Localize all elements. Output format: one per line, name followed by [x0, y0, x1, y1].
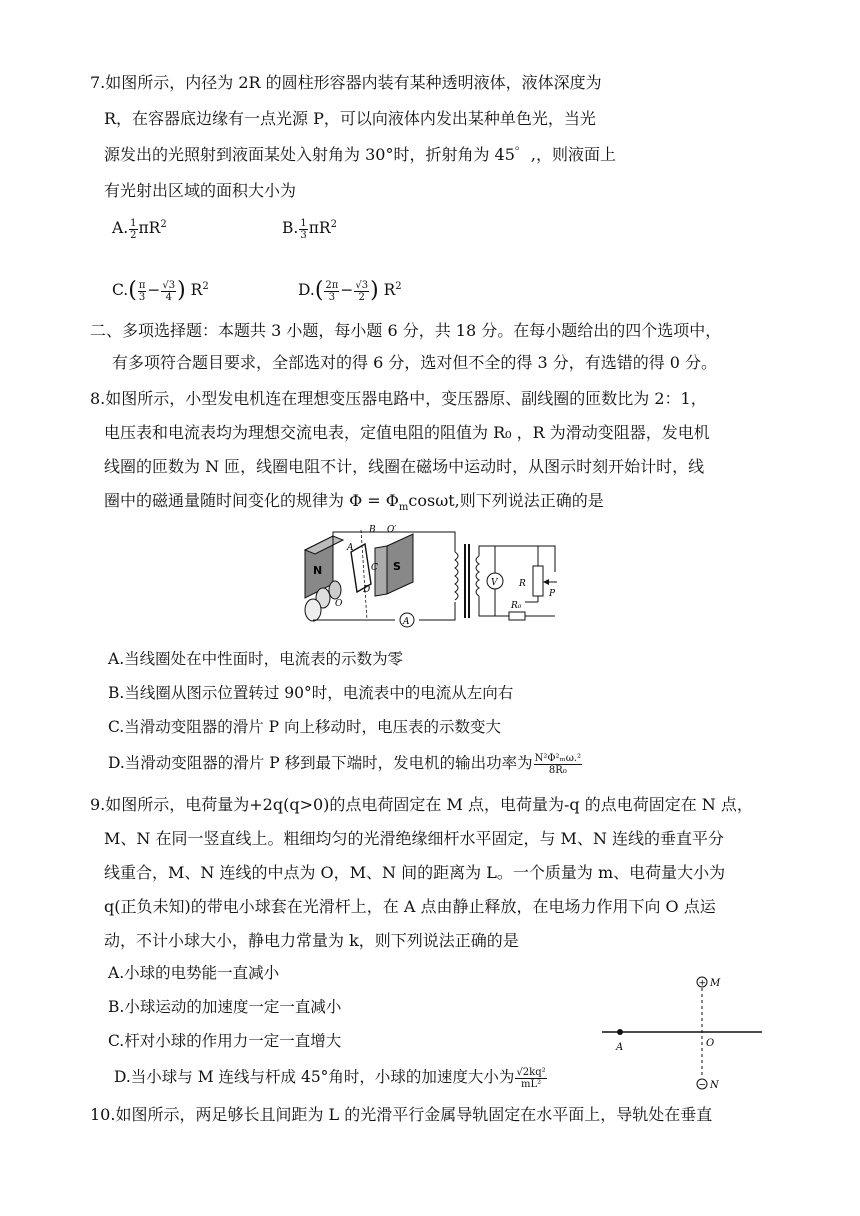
denominator: mL² — [520, 1078, 542, 1090]
paren-open: ( — [128, 278, 137, 304]
denominator: 3 — [138, 291, 146, 303]
option-text: D.当小球与 M 连线与杆成 45°角时，小球的加速度大小为 — [114, 1068, 515, 1086]
coil-label-a: A — [347, 543, 354, 553]
stem-text: cosωt,则下列说法正确的是 — [408, 491, 604, 510]
q8-option-b: B.当线圈从图示位置转过 90°时，电流表中的电流从左向右 — [108, 684, 514, 702]
fixed-resistor — [509, 601, 525, 620]
label-n: N — [710, 1080, 719, 1091]
numerator: N²Φ²ₘω.² — [534, 752, 582, 764]
q7-option-b — [282, 214, 337, 241]
fraction — [534, 753, 582, 776]
minus-sign: − — [147, 281, 161, 300]
q7-option-d — [298, 276, 402, 303]
paren-close: ) — [370, 278, 379, 304]
q9-stem-line-3: 线重合，M、N 连线的中点为 O，M、N 间的距离为 L。一个质量为 m、电荷量大小为 — [104, 863, 726, 882]
q7-stem-line-1: 7.如图所示，内径为 2R 的圆柱形容器内装有某种透明液体，液体深度为 — [90, 73, 602, 92]
numerator: π — [138, 279, 146, 291]
paren-open: ( — [314, 278, 324, 304]
option-text: D.当滑动变阻器的滑片 P 移到最下端时，发电机的输出功率为 — [108, 754, 533, 772]
numerator: 1 — [300, 217, 307, 229]
fraction — [354, 280, 369, 303]
label-a: A — [616, 1042, 624, 1053]
fraction — [161, 280, 176, 303]
fraction — [515, 1067, 546, 1090]
denominator: 8R₀ — [548, 764, 567, 776]
q9-stem-line-1: 9.如图所示，电荷量为+2q(q>0)的点电荷固定在 M 点，电荷量为-q 的点电荷固定在 N 点， — [90, 795, 753, 814]
fixed-resistor-label: R₀ — [511, 601, 522, 611]
rheostat-label: R — [519, 579, 526, 589]
label-m: M — [710, 978, 721, 989]
exponent: 2 — [330, 219, 337, 230]
section-heading-line-2: 有多项符合题目要求，全部选对的得 6 分，选对但不全的得 3 分，有选错的得 0 分。 — [112, 353, 718, 372]
magnet-n-label: N — [313, 564, 323, 577]
numerator: √2kq² — [516, 1066, 546, 1078]
numerator: √3 — [162, 279, 176, 291]
q7-option-c — [112, 276, 209, 303]
denominator: 4 — [165, 291, 172, 303]
ammeter-label: A — [403, 617, 410, 627]
coil-label-c: C — [371, 563, 378, 573]
q8-option-a: A.当线圈处在中性面时，电流表的示数为零 — [108, 650, 404, 668]
q8-stem-line-3: 线圈的匝数为 N 匝，线圈电阻不计，线圈在磁场中运动时，从图示时刻开始计时，线 — [104, 457, 705, 476]
option-label: B. — [282, 219, 299, 238]
q9-stem-line-4: q(正负未知)的带电小球套在光滑杆上，在 A 点由静止释放，在电场力作用下向 O 点运 — [104, 897, 716, 916]
plus-sign: + — [698, 978, 707, 989]
subscript: m — [398, 502, 409, 514]
q9-stem-line-2: M、N 在同一竖直线上。粗细均匀的光滑绝缘细杆水平固定，与 M、N 连线的垂直平分 — [104, 829, 725, 848]
charge-m — [697, 977, 721, 989]
exponent: 2 — [202, 281, 209, 292]
q9-option-d — [114, 1066, 548, 1090]
q8-stem-line-4 — [104, 490, 604, 519]
axis-label-o: O — [335, 599, 343, 609]
exponent: 2 — [395, 281, 402, 292]
magnet-s-label: S — [393, 560, 401, 573]
q8-stem-line-2: 电压表和电流表均为理想交流电表，定值电阻的阻值为 R₀ ，R 为滑动变阻器，发电机 — [104, 423, 710, 442]
minus-sign: − — [340, 281, 354, 300]
numerator: √3 — [355, 279, 369, 291]
rheostat — [518, 546, 557, 602]
voltmeter-label: V — [491, 578, 498, 588]
denominator: 2 — [130, 229, 137, 241]
q9-option-c: C.杆对小球的作用力一定一直增大 — [108, 1032, 342, 1050]
denominator: 3 — [328, 291, 336, 303]
q7-stem-line-4: 有光射出区域的面积大小为 — [104, 181, 297, 200]
ammeter — [400, 613, 414, 627]
exponent: 2 — [160, 219, 167, 230]
coil-label-d: D — [363, 585, 371, 595]
stem-text: 圈中的磁通量随时间变化的规律为 Φ = Φ — [104, 491, 399, 510]
section-heading-line-1: 二、多项选择题：本题共 3 小题，每小题 6 分，共 18 分。在每小题给出的四个选项中， — [90, 321, 722, 340]
voltmeter — [487, 546, 503, 616]
q7-stem-line-3: 源发出的光照射到液面某处入射角为 30°时，折射角为 45゜,，则液面上 — [104, 145, 616, 164]
fraction — [324, 280, 339, 303]
option-text: R — [383, 281, 396, 300]
denominator: 2 — [358, 291, 365, 303]
q7-stem-line-2: R，在容器底边缘有一点光源 P，可以向液体内发出某种单色光，当光 — [104, 109, 596, 128]
option-text: πR — [308, 219, 331, 238]
q9-option-a: A.小球的电势能一直减小 — [108, 964, 280, 982]
generator-transformer-figure — [295, 522, 565, 632]
charge-n — [697, 1079, 720, 1091]
q7-option-a — [112, 214, 167, 241]
fraction — [299, 218, 307, 241]
axis-label-o-prime: O′ — [387, 525, 397, 535]
magnet-s — [375, 534, 413, 596]
option-text: R — [190, 281, 203, 300]
q9-option-b: B.小球运动的加速度一定一直减小 — [108, 998, 342, 1016]
q8-option-d — [108, 752, 583, 776]
numerator: 1 — [130, 217, 137, 229]
option-label: A. — [112, 219, 129, 238]
q8-option-c: C.当滑动变阻器的滑片 P 向上移动时，电压表的示数变大 — [108, 718, 502, 736]
numerator: 2π — [325, 279, 339, 291]
charges-rod-figure — [598, 972, 766, 1096]
fraction — [129, 218, 137, 241]
coil-label-b: B — [369, 525, 376, 535]
option-label: D. — [298, 281, 315, 300]
label-o: O — [706, 1038, 715, 1049]
fraction — [138, 280, 147, 303]
slider-label: P — [549, 589, 556, 599]
option-text: πR — [138, 219, 161, 238]
q9-stem-line-5: 动，不计小球大小，静电力常量为 k，则下列说法正确的是 — [104, 931, 519, 950]
q8-stem-line-1: 8.如图所示，小型发电机连在理想变压器电路中，变压器原、副线圈的匝数比为 2：1， — [90, 389, 707, 408]
point-a-dot — [617, 1029, 623, 1035]
minus-sign: − — [698, 1080, 707, 1091]
paren-close: ) — [177, 278, 186, 304]
denominator: 3 — [300, 229, 307, 241]
q10-stem-line-1: 10.如图所示，两足够长且间距为 L 的光滑平行金属导轨固定在水平面上，导轨处在垂直 — [90, 1105, 713, 1124]
option-label: C. — [112, 281, 129, 300]
